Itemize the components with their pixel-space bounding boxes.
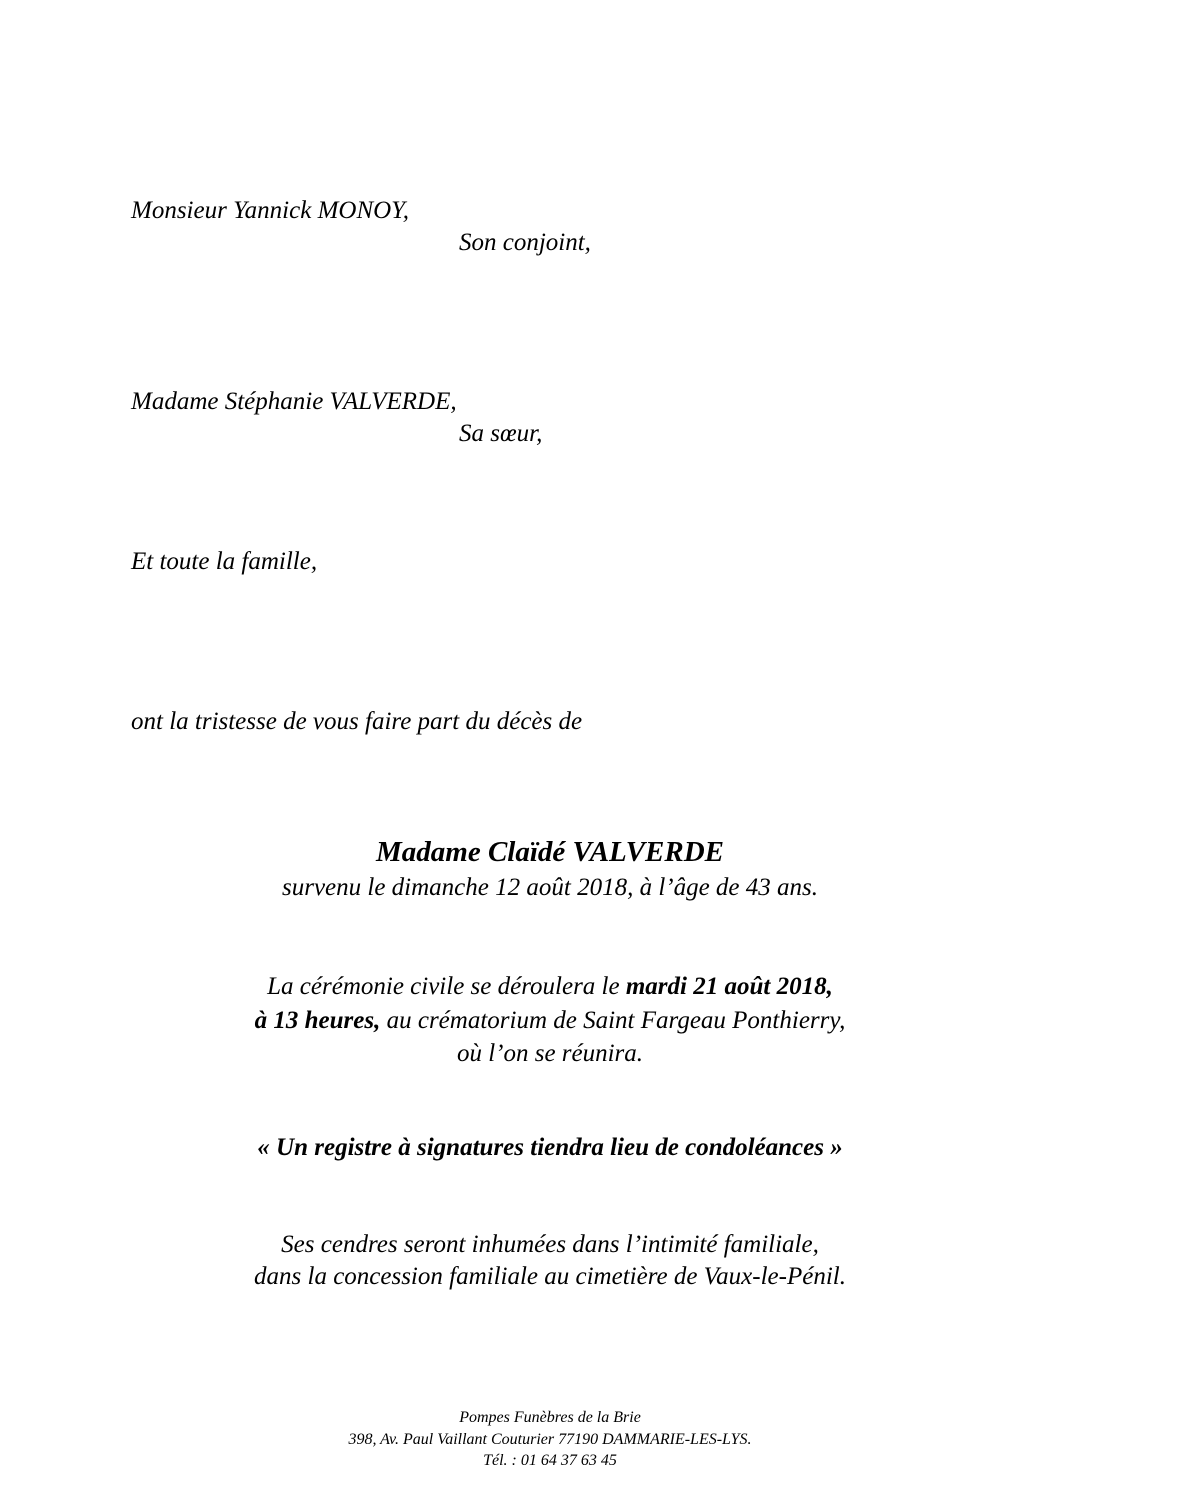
family-member-1-relation: Son conjoint, <box>459 229 591 256</box>
family-member-1-name: Monsieur Yannick MONOY, <box>131 197 410 224</box>
ceremony-place: au crématorium de Saint Fargeau Ponthierry, <box>380 1007 846 1034</box>
deceased-name: Madame Claïdé VALVERDE <box>375 836 725 868</box>
footer-company: Pompes Funèbres de la Brie <box>459 1409 641 1426</box>
ceremony-time: à 13 heures, <box>254 1007 381 1034</box>
announcement: ont la tristesse de vous faire part du décès de <box>131 708 583 735</box>
family-member-2-name: Madame Stéphanie VALVERDE, <box>131 388 457 415</box>
ceremony-intro: La cérémonie civile se déroulera le <box>267 973 626 1000</box>
deceased-details: survenu le dimanche 12 août 2018, à l’âge de 43 ans. <box>281 874 819 901</box>
registry-note: « Un registre à signatures tiendra lieu de condoléances » <box>257 1134 843 1161</box>
ceremony-gathering: où l’on se réunira. <box>456 1040 644 1067</box>
ceremony-line-1 <box>0 972 1100 1002</box>
ashes-line-1: Ses cendres seront inhumées dans l’intimité familiale, <box>281 1231 819 1258</box>
ceremony-date: mardi 21 août 2018, <box>625 973 833 1000</box>
footer-phone: Tél. : 01 64 37 63 45 <box>483 1452 617 1469</box>
ashes-line-2: dans la concession familiale au cimetière de Vaux-le-Pénil. <box>254 1263 846 1290</box>
footer-address: 398, Av. Paul Vaillant Couturier 77190 DAMMARIE-LES-LYS. <box>348 1431 752 1448</box>
family-member-2-relation: Sa sœur, <box>459 420 543 447</box>
ceremony-line-2 <box>0 1006 1100 1036</box>
family-all: Et toute la famille, <box>131 548 318 575</box>
